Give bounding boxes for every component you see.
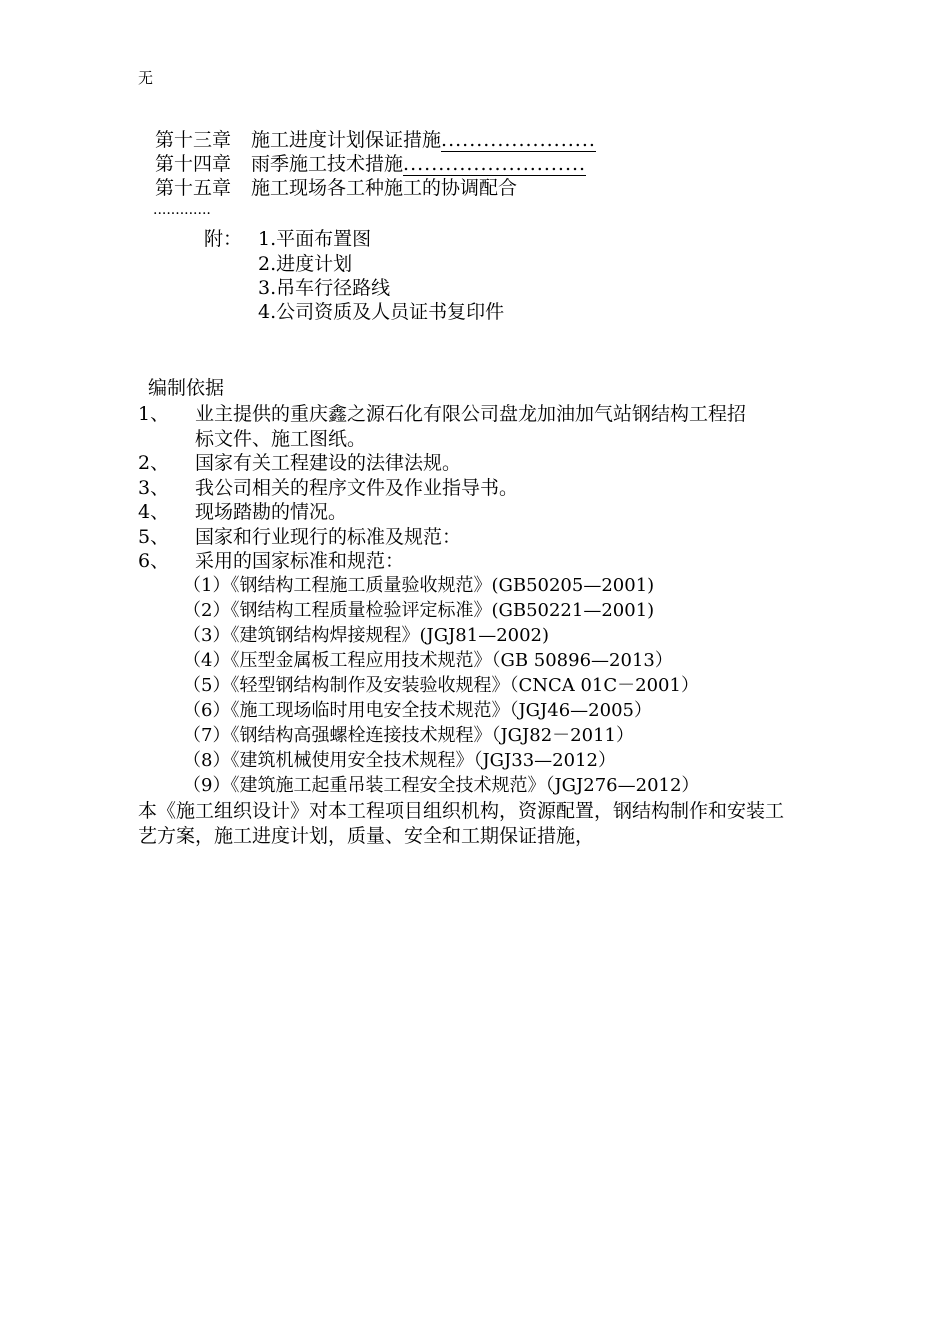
toc-item-14 — [155, 152, 586, 176]
list-item-text: 业主提供的重庆鑫之源石化有限公司盘龙加油加气站钢结构工程招 — [195, 403, 747, 425]
appendix-item: 3.吊车行径路线 — [258, 277, 391, 299]
toc-item-15 — [155, 176, 517, 200]
list-item-num: 1、 — [138, 403, 170, 425]
list-item-text: 国家和行业现行的标准及规范： — [195, 526, 462, 548]
standard-item: （7）《钢结构高强螺栓连接技术规程》（JGJ82－2011） — [183, 725, 634, 746]
toc-title: 施工进度计划保证措施 — [251, 129, 442, 151]
section-title: 编制依据 — [148, 377, 225, 399]
list-item-text: 国家有关工程建设的法律法规。 — [195, 452, 462, 474]
appendix-item: 1.平面布置图 — [258, 228, 372, 250]
summary-paragraph-line: 艺方案，施工进度计划，质量、安全和工期保证措施， — [138, 825, 595, 847]
toc-item-13 — [155, 128, 596, 152]
list-item-num: 2、 — [138, 452, 170, 474]
standard-item: （6）《施工现场临时用电安全技术规范》（JGJ46—2005） — [183, 700, 652, 721]
toc-trailing-dots: ............. — [153, 202, 211, 218]
list-item-num: 4、 — [138, 501, 170, 523]
appendix-label: 附： — [204, 228, 243, 250]
standard-item: （5）《轻型钢结构制作及安装验收规程》（CNCA 01C－2001） — [183, 675, 699, 696]
list-item-text: 我公司相关的程序文件及作业指导书。 — [195, 477, 519, 499]
standard-item: （4）《压型金属板工程应用技术规范》（GB 50896—2013） — [183, 650, 673, 671]
list-item-text-cont: 标文件、施工图纸。 — [195, 428, 367, 450]
toc-chapter: 第十三章 — [155, 129, 232, 151]
list-item-text: 采用的国家标准和规范： — [195, 550, 405, 572]
toc-title: 施工现场各工种施工的协调配合 — [251, 177, 518, 199]
standard-item: （9）《建筑施工起重吊装工程安全技术规范》（JGJ276—2012） — [183, 775, 700, 796]
summary-paragraph-line: 本《施工组织设计》对本工程项目组织机构，资源配置，钢结构制作和安装工 — [138, 800, 785, 822]
list-item-num: 5、 — [138, 526, 170, 548]
page-header: 无 — [138, 69, 154, 87]
appendix-item: 2.进度计划 — [258, 253, 353, 275]
toc-chapter: 第十五章 — [155, 177, 232, 199]
list-item-num: 3、 — [138, 477, 170, 499]
toc-title: 雨季施工技术措施 — [251, 153, 404, 175]
toc-leader-dots: ...................... — [441, 129, 596, 151]
list-item-num: 6、 — [138, 550, 170, 572]
toc-chapter: 第十四章 — [155, 153, 232, 175]
standard-item: （3）《建筑钢结构焊接规程》(JGJ81—2002) — [183, 625, 550, 646]
appendix-item: 4.公司资质及人员证书复印件 — [258, 301, 505, 323]
standard-item: （1）《钢结构工程施工质量验收规范》(GB50205—2001) — [183, 575, 655, 596]
standard-item: （2）《钢结构工程质量检验评定标准》(GB50221—2001) — [183, 600, 655, 621]
standard-item: （8）《建筑机械使用安全技术规程》（JGJ33—2012） — [183, 750, 616, 771]
toc-leader-dots: .......................... — [403, 153, 587, 175]
list-item-text: 现场踏勘的情况。 — [195, 501, 348, 523]
